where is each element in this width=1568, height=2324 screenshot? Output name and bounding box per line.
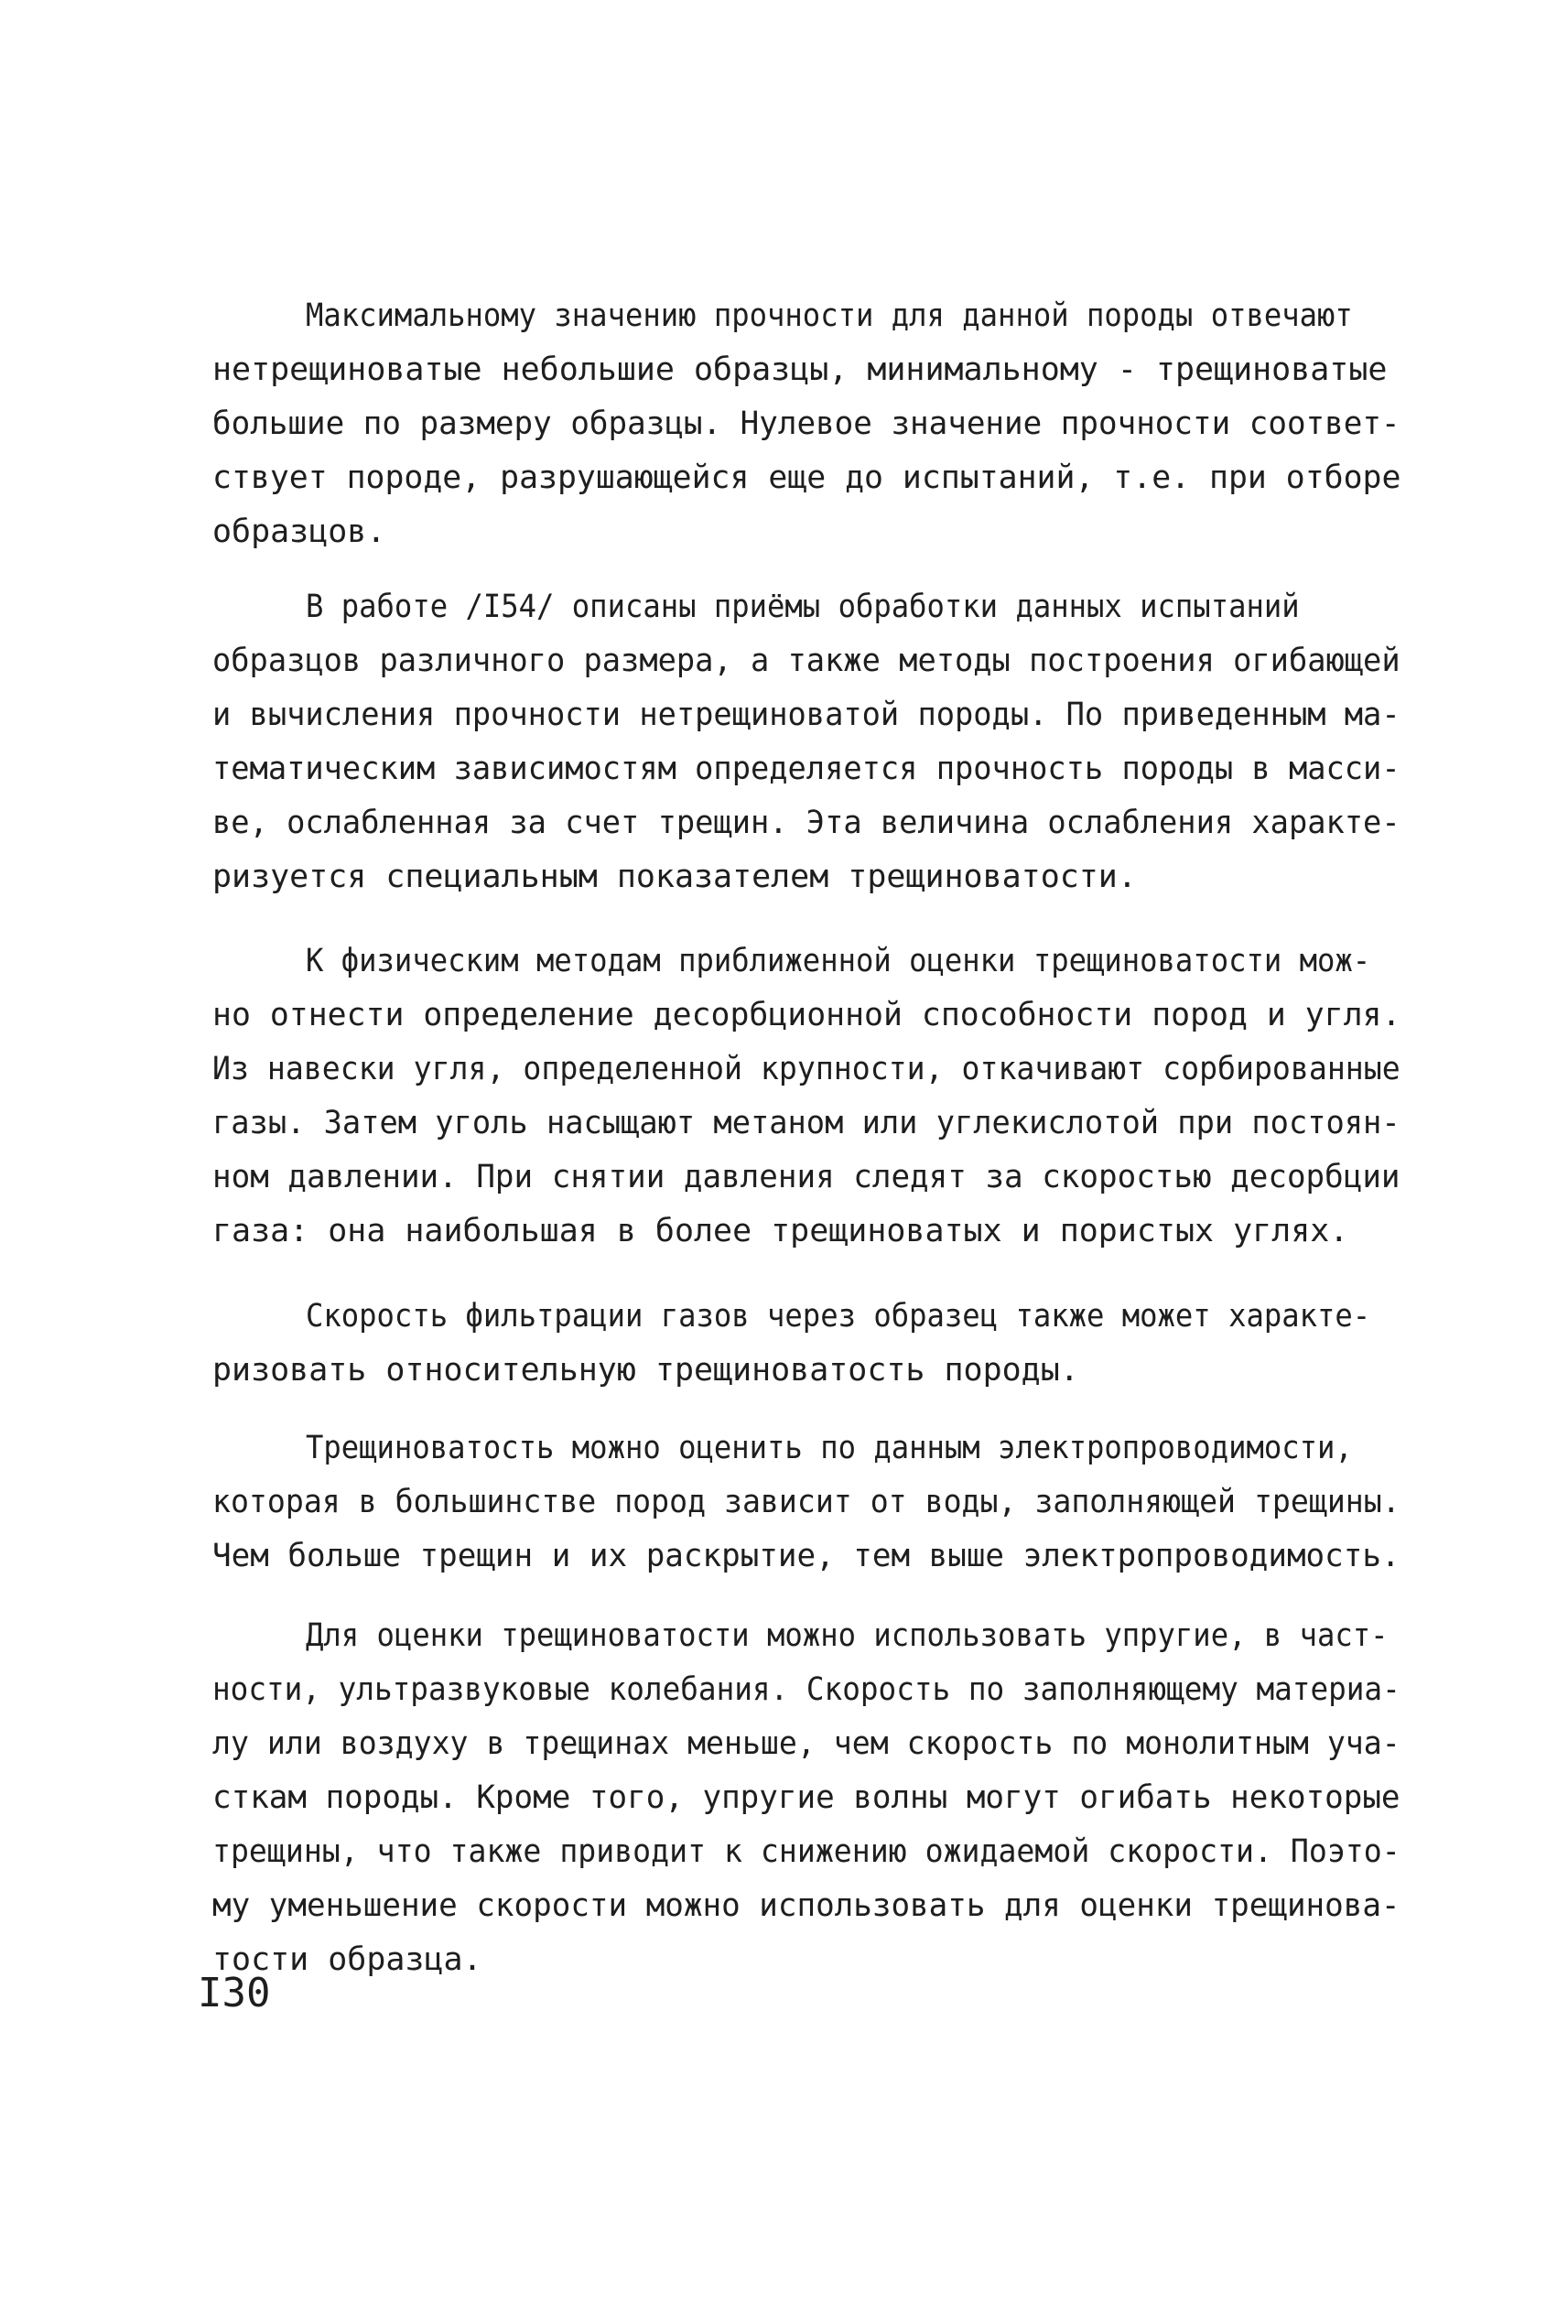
text-line: В работе /I54/ описаны приёмы обработки данных испытаний [306, 589, 1300, 625]
text-line: сткам породы. Кроме того, упругие волны могут огибать некоторые [212, 1779, 1400, 1816]
text-line: ности, ультразвуковые колебания. Скорость по заполняющему материа- [212, 1671, 1400, 1708]
text-line: ризовать относительную трещиноватость породы. [212, 1352, 1079, 1389]
text-line: тости образца. [212, 1941, 482, 1978]
text-line: лу или воздуху в трещинах меньше, чем скорость по монолитным уча- [212, 1725, 1400, 1762]
text-line: большие по размеру образцы. Нулевое значение прочности соответ- [212, 405, 1400, 442]
text-line: ном давлении. При снятии давления следят за скоростью десорбции [212, 1159, 1400, 1195]
text-line: образцов. [212, 513, 386, 550]
text-line: Максимальному значению прочности для данной породы отвечают [306, 297, 1353, 334]
text-line: газа: она наибольшая в более трещиноватых и пористых углях. [212, 1213, 1349, 1249]
text-line: ствует породе, разрушающейся еще до испытаний, т.е. при отборе [212, 459, 1401, 496]
text-line: К физическим методам приближенной оценки трещиноватости мож- [306, 943, 1371, 979]
page-number: I30 [198, 1970, 271, 2016]
text-line: образцов различного размера, а также методы построения огибающей [212, 643, 1400, 679]
text-line: но отнести определение десорбционной способности пород и угля. [212, 997, 1401, 1033]
text-line: и вычисления прочности нетрещиноватой породы. По приведенным ма- [212, 697, 1400, 733]
text-line: Скорость фильтрации газов через образец также может характе- [306, 1298, 1371, 1335]
text-line: трещины, что также приводит к снижению ожидаемой скорости. Поэто- [212, 1833, 1400, 1870]
text-line: Чем больше трещин и их раскрытие, тем выше электропроводимость. [212, 1538, 1400, 1574]
text-line: Трещиноватость можно оценить по данным электропроводимости, [306, 1430, 1353, 1466]
text-line: газы. Затем уголь насыщают метаном или углекислотой при постоян- [212, 1105, 1400, 1141]
text-line: Из навески угля, определенной крупности, откачивают сорбированные [212, 1051, 1400, 1087]
text-line: которая в большинстве пород зависит от воды, заполняющей трещины. [212, 1484, 1400, 1520]
text-line: ве, ослабленная за счет трещин. Эта величина ослабления характе- [212, 805, 1400, 841]
text-line: тематическим зависимостям определяется прочность породы в масси- [212, 751, 1400, 787]
text-line: му уменьшение скорости можно использовать для оценки трещинова- [212, 1887, 1400, 1924]
text-line: ризуется специальным показателем трещиноватости. [212, 859, 1137, 895]
text-line: Для оценки трещиноватости можно использовать упругие, в част- [306, 1617, 1389, 1654]
text-line: нетрещиноватые небольшие образцы, минимальному - трещиноватые [212, 351, 1388, 388]
